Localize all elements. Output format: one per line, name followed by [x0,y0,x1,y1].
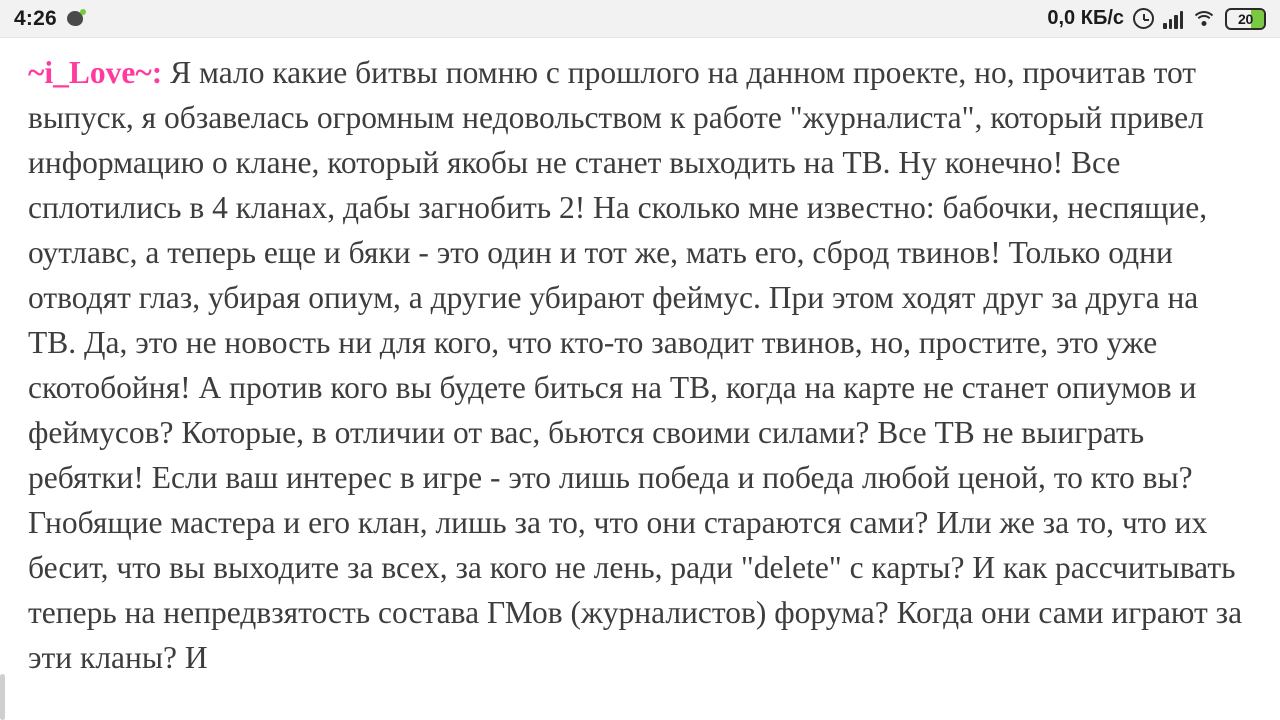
scroll-edge-indicator[interactable] [0,674,5,720]
status-bar-left [14,7,86,31]
alarm-clock-icon [1133,8,1154,29]
status-clock: 4:26 [14,6,57,30]
status-bar-right [1047,7,1266,30]
battery-indicator [1225,8,1266,30]
notification-blob-icon[interactable] [67,9,86,28]
battery-level-label: 20 [1238,10,1253,27]
forum-post [28,50,1250,680]
post-body-text: Я мало какие битвы помню с прошлого на данном проекте, но, прочитав тот выпуск, я обзавелась огромным недовольством к работе "журналиста", который привел информацию о клане, который якобы не станет выходить на ТВ. Ну конечно! Все сплотились в 4 кланах, дабы загнобить 2! На сколько мне известно: бабочки, неспящие, оутлавс, а теперь еще и бяки - это один и тот же, мать его, сброд твинов! Только одни отводят глаз, убирая опиум, а другие убирают феймус. При этом ходят друг за друга на ТВ. Да, это не новость ни для кого, что кто-то заводит твинов, но, простите, это уже скотобойня! А против кого вы будете биться на ТВ, когда на карте не станет опиумов и феймусов? Которые, в отличии от вас, бьются своими силами? Все ТВ не выиграть ребятки! Если ваш интерес в игре - это лишь победа и победа любой ценой, то кто вы? Гнобящие мастера и его клан, лишь за то, что они стараются сами? Или же за то, что их бесит, что вы выходите за всех, за кого не лень, ради "delete" с карты? И как рассчитывать теперь на непредвзятость состава ГМов (журналистов) форума? Когда они сами играют за эти кланы? И [28,55,1243,675]
status-bar [0,0,1280,38]
cellular-signal-icon [1163,9,1183,29]
network-speed-label: 0,0 КБ/с [1047,7,1124,29]
wifi-icon [1192,9,1216,28]
post-author-name[interactable]: ~i_Love~: [28,55,163,90]
post-content-area[interactable] [0,38,1280,720]
